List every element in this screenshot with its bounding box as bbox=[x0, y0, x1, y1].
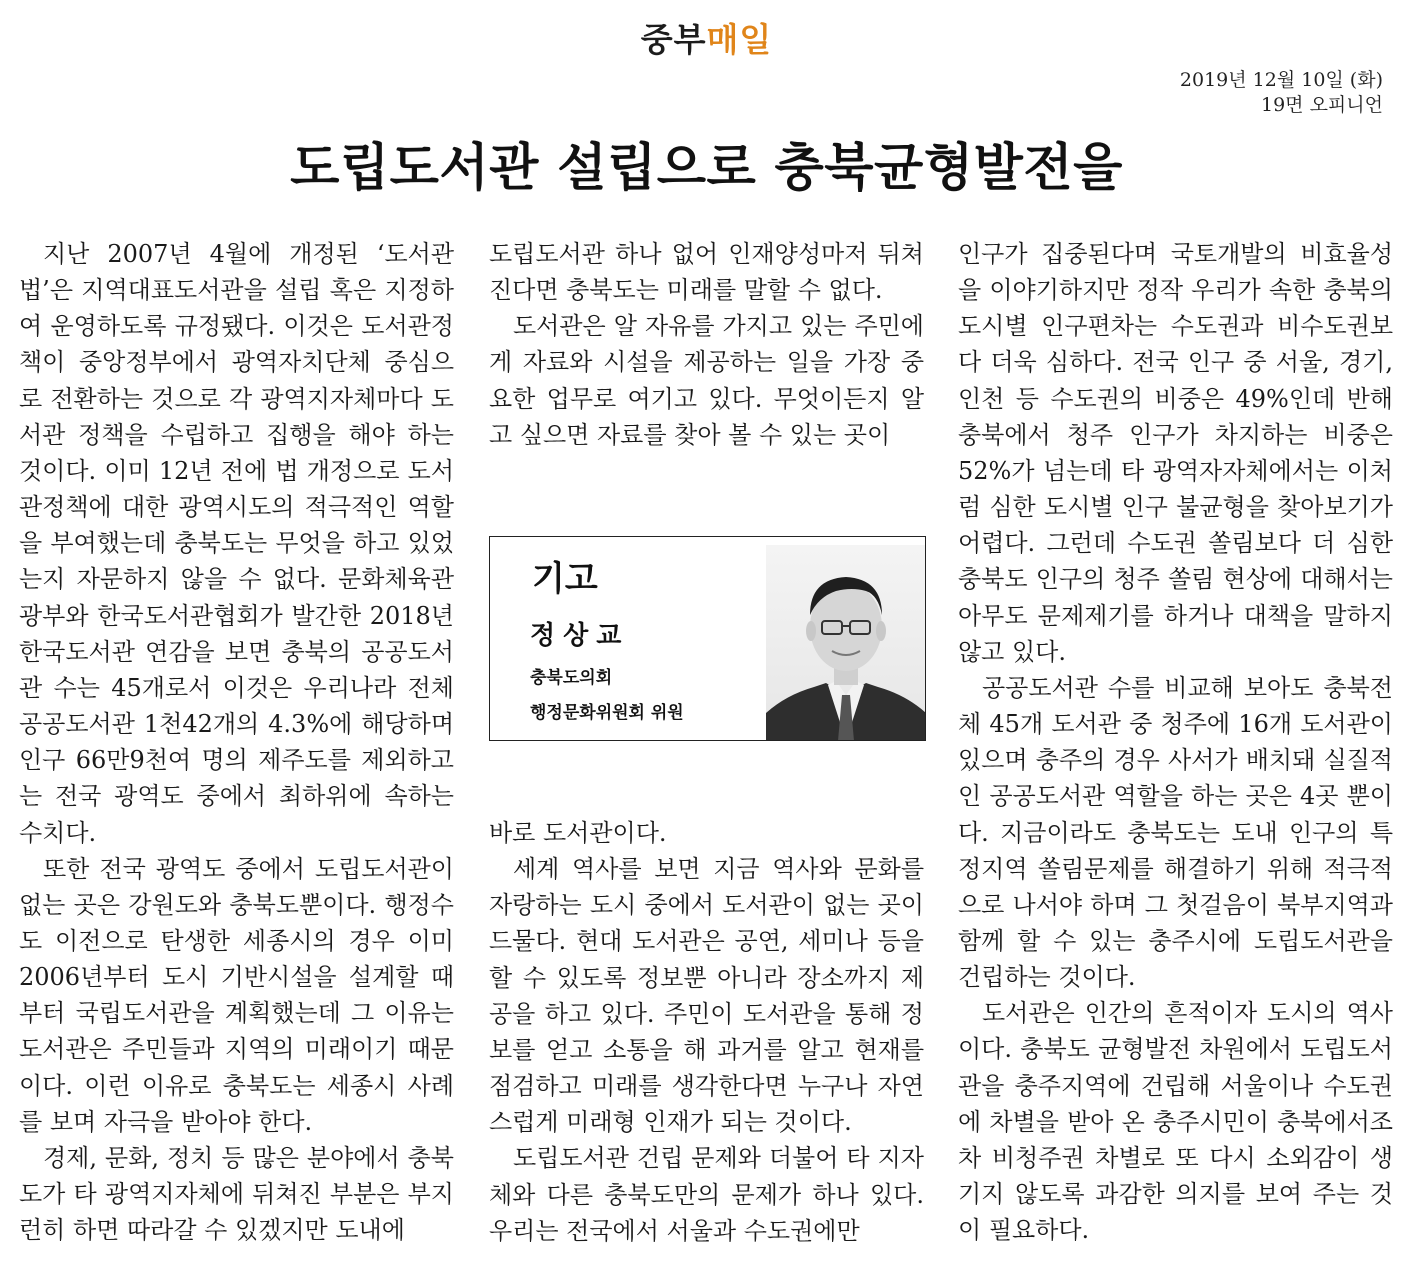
author-affiliation bbox=[530, 661, 684, 731]
paragraph: 세계 역사를 보면 지금 역사와 문화를 자랑하는 도시 중에서 도서관이 없는 곳이 드물다. 현대 도서관은 공연, 세미나 등을 할 수 있도록 정보뿐 아니라 장소까지 제공을 하고 있다. 주민이 도서관을 통해 정보를 얻고 소통을 해 과거를 알고 현재를 점검하고 미래를 생각한다면 누구나 자연스럽게 미래형 인재가 되는 것이다. bbox=[489, 855, 924, 1137]
paragraph: 공공도서관 수를 비교해 보아도 충북전체 45개 도서관 중 청주에 16개 도서관이 있으며 충주의 경우 사서가 배치돼 실질적인 공공도서관 역할을 하는 곳은 4곳 뿐이다. 지금이라도 충북도는 도내 인구의 특정지역 쏠림문제를 해결하기 위해 적극적으로 나서야 하며 그 첫걸음이 북부지역과 함께 할 수 있는 충주시에 도립도서관을 건립하는 것이다. bbox=[958, 673, 1393, 992]
article-column-3 bbox=[958, 236, 1393, 1248]
article-column-2-bottom bbox=[489, 815, 924, 1249]
contributor-box bbox=[489, 536, 926, 741]
paragraph: 인구가 집중된다며 국토개발의 비효율성을 이야기하지만 정작 우리가 속한 충북의 도시별 인구편차는 수도권과 비수도권보다 더욱 심하다. 전국 인구 중 서울, 경기, 인천 등 수도권의 비중은 49%인데 반해 충북에서 청주 인구가 차지하는 비중은 52%가 넘는데 타 광역자자체에서는 이처럼 심한 도시별 인구 불균형을 찾아보기가 어렵다. 그런데 수도권 쏠림보다 더 심한 충북도 인구의 청주 쏠림 현상에 대해서는 아무도 문제제기를 하거나 대책을 말하지 않고 있다. bbox=[958, 240, 1393, 666]
article-column-2-top bbox=[489, 236, 924, 453]
paragraph: 또한 전국 광역도 중에서 도립도서관이 없는 곳은 강원도와 충북도뿐이다. 행정수도 이전으로 탄생한 세종시의 경우 이미 2006년부터 도시 기반시설을 설계할 때부터 국립도서관을 계획했는데 그 이유는 도서관은 주민들과 지역의 미래이기 때문이다. 이런 이유로 충북도는 세종시 사례를 보며 자극을 받아야 한다. bbox=[19, 854, 454, 1136]
column-type-label: 기고 bbox=[532, 559, 598, 599]
page-section: 19면 오피니언 bbox=[1261, 94, 1383, 116]
logo-part2: 매일 bbox=[706, 20, 773, 59]
paragraph: 도서관은 알 자유를 가지고 있는 주민에게 자료와 시설을 제공하는 일을 가장 중요한 업무로 여기고 있다. 무엇이든지 알고 싶으면 자료를 찾아 볼 수 있는 곳이 bbox=[489, 312, 924, 449]
paragraph: 도립도서관 하나 없어 인재양성마저 뒤쳐진다면 충북도는 미래를 말할 수 없다. bbox=[489, 240, 924, 305]
paragraph: 바로 도서관이다. bbox=[489, 819, 667, 847]
paragraph: 도서관은 인간의 흔적이자 도시의 역사이다. 충북도 균형발전 차원에서 도립도서관을 충주지역에 건립해 서울이나 수도권에 차별을 받아 온 충주시민이 충북에서조차 비청주권 차별로 또 다시 소외감이 생기지 않도록 과감한 의지를 보여 주는 것이 필요하다. bbox=[958, 999, 1393, 1245]
paragraph: 도립도서관 건립 문제와 더불어 타 지자체와 다른 충북도만의 문제가 하나 있다. 우리는 전국에서 서울과 수도권에만 bbox=[489, 1144, 924, 1245]
author-name: 정상교 bbox=[530, 621, 630, 651]
article-headline: 도립도서관 설립으로 충북균형발전을 bbox=[290, 139, 1123, 198]
logo-part1: 중부 bbox=[640, 20, 707, 59]
paragraph: 경제, 문화, 정치 등 많은 분야에서 충북도가 타 광역지자체에 뒤쳐진 부분은 부지런히 하면 따라갈 수 있겠지만 도내에 bbox=[19, 1143, 454, 1245]
dateline bbox=[1180, 68, 1383, 118]
affiliation-line: 충북도의회 bbox=[530, 668, 613, 688]
article-column-1 bbox=[19, 236, 454, 1248]
paragraph: 지난 2007년 4월에 개정된 ‘도서관법’은 지역대표도서관을 설립 혹은 지정하여 운영하도록 규정됐다. 이것은 도서관정책이 중앙정부에서 광역자치단체 중심으로 전환하는 것으로 각 광역지자체마다 도서관 정책을 수립하고 집행을 해야 하는 것이다. 이미 12년 전에 법 개정으로 도서관정책에 대한 광역시도의 적극적인 역할을 부여했는데 충북도는 무엇을 하고 있었는지 자문하지 않을 수 없다. 문화체육관광부와 한국도서관협회가 발간한 2018년 한국도서관 연감을 보면 충북의 공공도서관 수는 45개로서 이것은 우리나라 전체 공공도서관 1천42개의 4.3%에 해당하며 인구 66만9천여 명의 제주도를 제외하고는 전국 광역도 중에서 최하위에 속하는 수치다. bbox=[19, 240, 454, 847]
newspaper-logo bbox=[0, 14, 1413, 61]
author-portrait bbox=[766, 545, 926, 741]
affiliation-line: 행정문화위원회 위원 bbox=[530, 703, 684, 723]
publication-date: 2019년 12월 10일 (화) bbox=[1179, 69, 1383, 91]
